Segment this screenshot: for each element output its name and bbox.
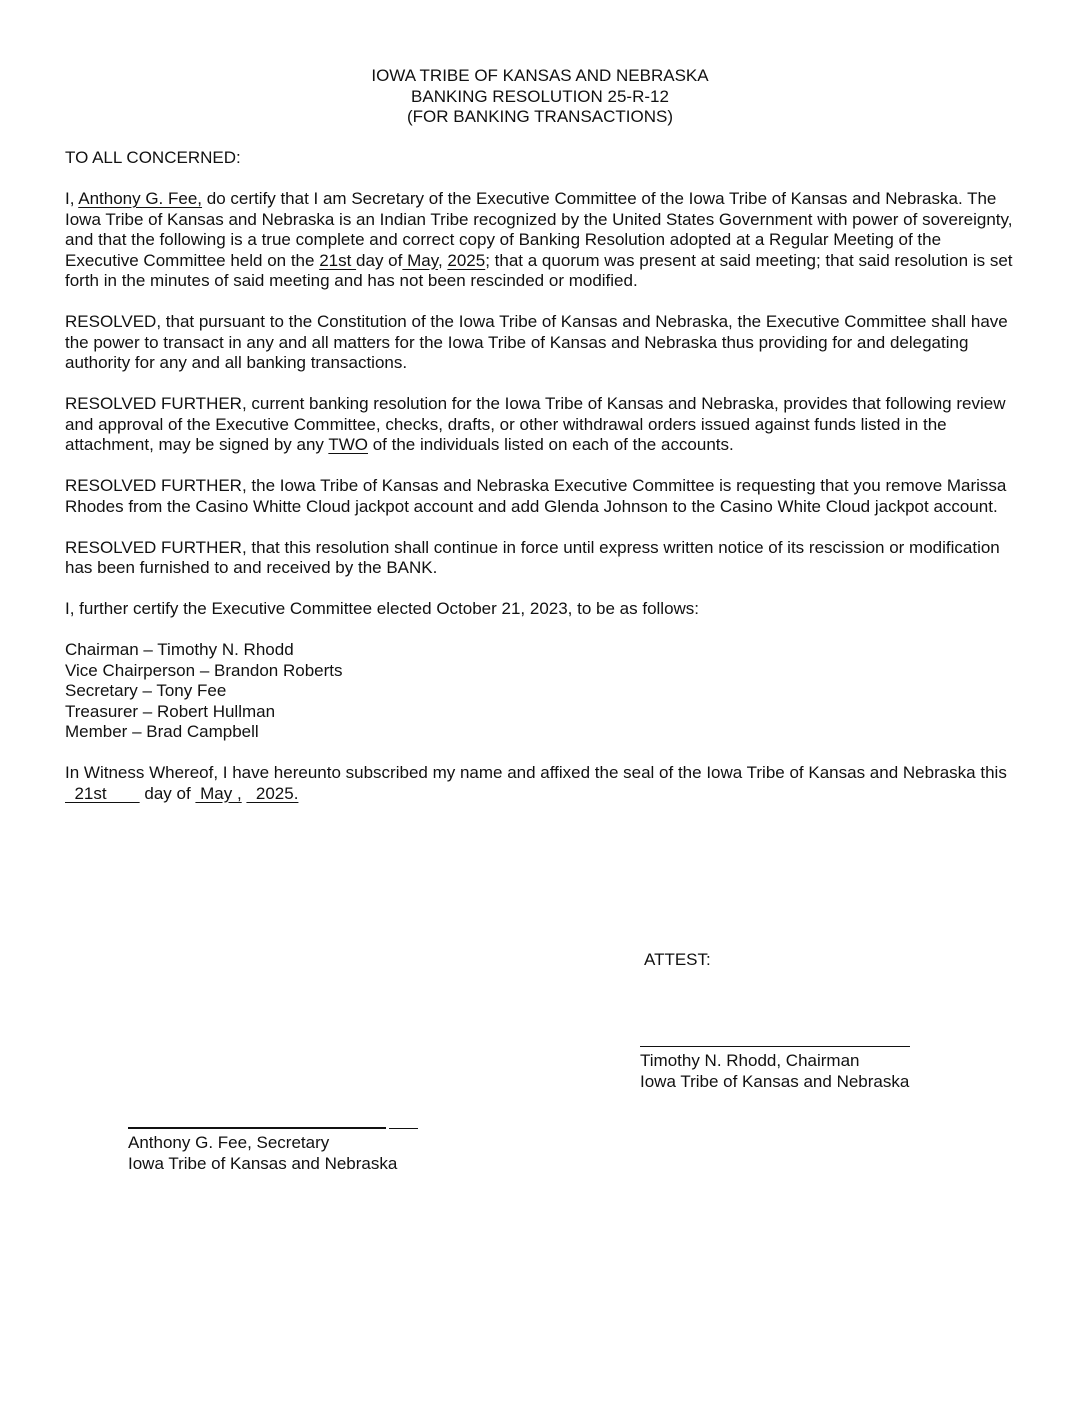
underlined-name: Anthony G. Fee, xyxy=(78,189,203,208)
underlined-month: May xyxy=(402,250,438,270)
officer-treasurer: Treasurer – Robert Hullman xyxy=(65,701,276,721)
text-segment: do certify that I am Secretary of the Executive Committee of the Iowa Tribe of Kansas and Nebraska. The Iowa Tribe of Kansas and Nebraska is an Indian Tribe recognized by the United States Government with power of sovereignty, and that the following is a true complete and correct copy of Banking Resolution adopted at a Regular Meeting of the Executive Committee held on the xyxy=(65,189,1013,270)
underlined-year: 2025 xyxy=(447,250,486,270)
witness-day-blank: 21st xyxy=(65,783,140,803)
header-title-line3: (FOR BANKING TRANSACTIONS) xyxy=(406,107,674,126)
text-segment: ; that a quorum was present at said meeting; that said resolution is set forth in the minutes of said meeting and has not been rescinded or modified. xyxy=(65,250,1013,290)
text-segment: In Witness Whereof, I have hereunto subscribed my name and affixed the seal of the Iowa Tribe of Kansas and Nebraska this xyxy=(65,763,1007,782)
paragraph-certify-committee: I, further certify the Executive Committee elected October 21, 2023, to be as follows: xyxy=(65,599,700,618)
officer-vice-chairperson: Vice Chairperson – Brandon Roberts xyxy=(65,660,343,680)
secretary-signature-org: Iowa Tribe of Kansas and Nebraska xyxy=(128,1153,398,1173)
paragraph-certify xyxy=(65,189,1015,292)
officer-chairman: Chairman – Timothy N. Rhodd xyxy=(65,640,294,659)
header-title-line2: BANKING RESOLUTION 25-R-12 xyxy=(411,86,669,106)
document-header xyxy=(65,66,1015,128)
underlined-two: TWO xyxy=(328,435,368,454)
text-segment: day of xyxy=(356,250,403,270)
witness-month-blank: May , xyxy=(195,783,242,803)
secretary-signature-line-tail xyxy=(389,1116,418,1129)
officers-list xyxy=(65,640,1015,743)
chairman-signature-name: Timothy N. Rhodd, Chairman xyxy=(640,1051,860,1070)
chairman-signature-org: Iowa Tribe of Kansas and Nebraska xyxy=(640,1071,910,1091)
text-segment: RESOLVED FURTHER, current banking resolution for the Iowa Tribe of Kansas and Nebraska, provides that following review and approval of the Executive Committee, checks, drafts, or other withdrawal orders issued against funds listed in the attachment, may be signed by any xyxy=(65,394,1006,454)
witness-year-blank: 2025. xyxy=(246,783,299,803)
secretary-signature-line xyxy=(128,1116,418,1129)
paragraph-resolved-further-1 xyxy=(65,394,1015,456)
text-segment: I, xyxy=(65,189,79,208)
chairman-signature-line xyxy=(640,1036,910,1047)
salutation: TO ALL CONCERNED: xyxy=(65,148,241,167)
chairman-signature-block xyxy=(640,1036,910,1092)
paragraph-resolved: RESOLVED, that pursuant to the Constitution of the Iowa Tribe of Kansas and Nebraska, the Executive Committee shall have the power to transact in any and all matters for the Iowa Tribe of Kansas and Nebraska thus providing for and delegating authority for any and all banking transactions. xyxy=(65,312,1008,372)
officer-member: Member – Brad Campbell xyxy=(65,722,259,741)
attest-label: ATTEST: xyxy=(644,950,711,969)
document-content xyxy=(65,66,1015,825)
underlined-day: 21st xyxy=(319,250,357,270)
text-segment: of the individuals listed on each of the accounts. xyxy=(368,435,734,454)
secretary-signature-line-main xyxy=(128,1116,386,1129)
text-segment: , xyxy=(437,250,448,270)
officer-secretary: Secretary – Tony Fee xyxy=(65,681,227,700)
paragraph-witness xyxy=(65,763,1015,804)
header-title-line1: IOWA TRIBE OF KANSAS AND NEBRASKA xyxy=(371,66,709,85)
paragraph-resolved-further-3: RESOLVED FURTHER, that this resolution shall continue in force until express written notice of its rescission or modification has been furnished to and received by the BANK. xyxy=(65,537,1000,577)
secretary-signature-name: Anthony G. Fee, Secretary xyxy=(128,1133,330,1152)
secretary-signature-block xyxy=(128,1116,418,1174)
text-segment: day of xyxy=(139,783,196,803)
paragraph-resolved-further-2: RESOLVED FURTHER, the Iowa Tribe of Kansas and Nebraska Executive Committee is requesting that you remove Marissa Rhodes from the Casino Whitte Cloud jackpot account and add Glenda Johnson to the Casino White Cloud jackpot account. xyxy=(65,476,1007,516)
